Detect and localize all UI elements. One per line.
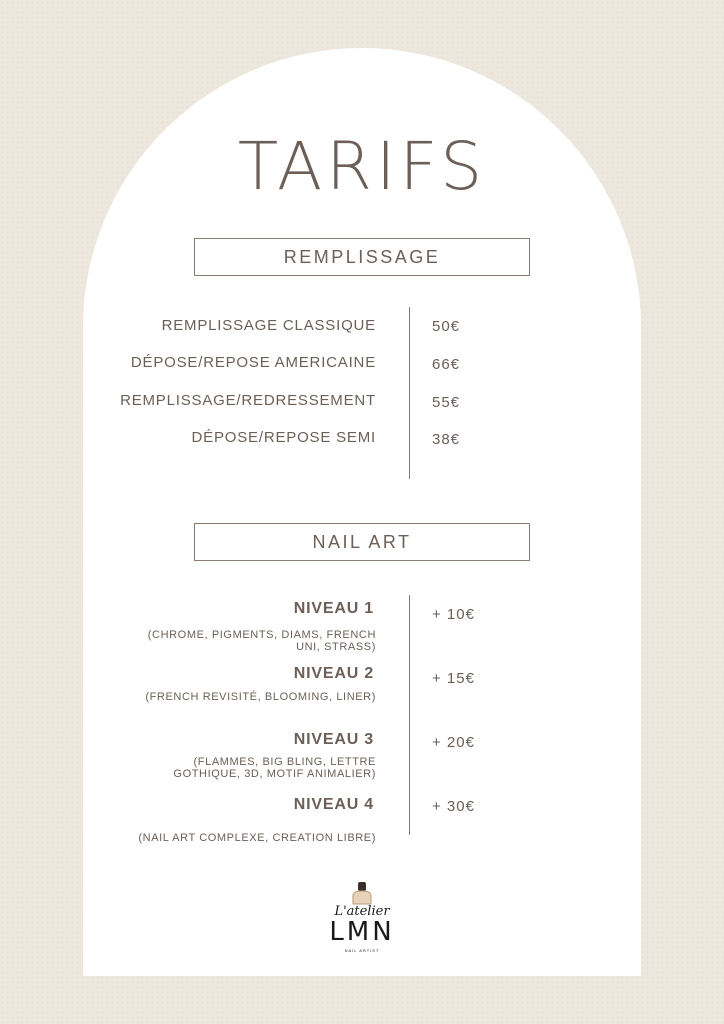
item-name: REMPLISSAGE/REDRESSEMENT [120,392,376,409]
nail-bottle-icon [312,880,412,906]
item-name: DÉPOSE/REPOSE SEMI [191,429,376,446]
level-description: (FRENCH REVISITÉ, BLOOMING, LINER) [145,691,376,703]
level-description: (FLAMMES, BIG BLING, LETTRE GOTHIQUE, 3D, MOTIF ANIMALIER) [173,756,376,780]
item-name: REMPLISSAGE CLASSIQUE [161,317,376,334]
level-description: (NAIL ART COMPLEXE, CREATION LIBRE) [138,832,376,844]
level-price: + 30€ [432,798,475,815]
page-title: TARIFS [237,128,487,205]
level-name: NIVEAU 1 [293,600,374,617]
level-name: NIVEAU 4 [293,796,374,813]
item-name: DÉPOSE/REPOSE AMERICAINE [130,354,376,371]
level-name: NIVEAU 2 [293,665,374,682]
level-name: NIVEAU 3 [293,731,374,748]
level-price: + 15€ [432,670,475,687]
section-heading-nail-art: NAIL ART [194,523,530,561]
section-heading-remplissage: REMPLISSAGE [194,238,530,276]
brand-logo [312,880,412,960]
divider-remplissage [409,307,410,479]
level-price: + 10€ [432,606,475,623]
divider-nail-art [409,595,410,835]
logo-tagline: NAIL ARTIST [344,948,380,953]
logo-script-text: L'atelier [334,904,390,919]
logo-wordmark: LMN [329,917,395,947]
item-price: 55€ [432,394,461,411]
level-description: (CHROME, PIGMENTS, DIAMS, FRENCH UNI, STRASS) [147,629,376,653]
item-price: 38€ [432,431,461,448]
level-price: + 20€ [432,734,475,751]
item-price: 50€ [432,318,461,335]
item-price: 66€ [432,356,461,373]
